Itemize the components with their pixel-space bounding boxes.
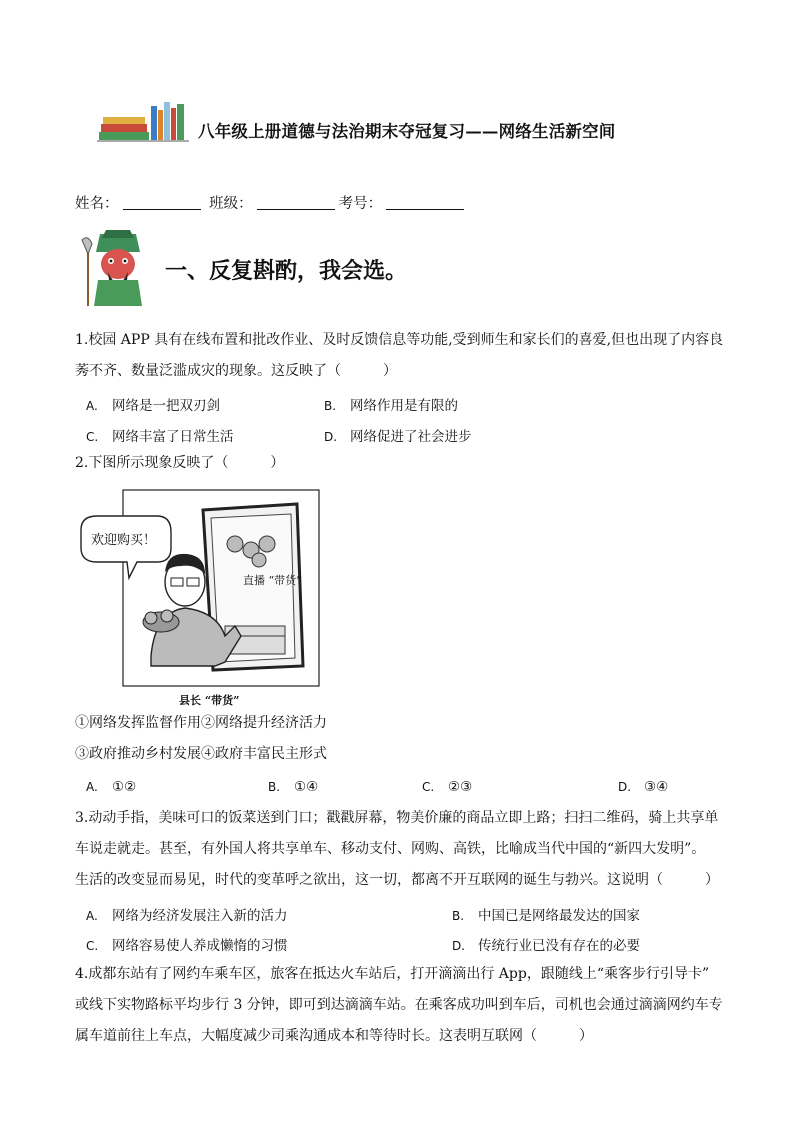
option-d[interactable]: D. 网络促进了社会进步 [324,429,472,445]
question-stem-line: 车说走就走。甚至，有外国人将共享单车、移动支付、网购、高铁，比喻成当代中国的“新四大发明”。 [75,841,706,857]
document-title: 八年级上册道德与法治期末夺冠复习——网络生活新空间 [198,122,616,141]
student-info-row [75,192,468,213]
option-a[interactable]: A. 网络为经济发展注入新的活力 [86,908,288,924]
question-stem-line: 4.成都东站有了网约车乘车区，旅客在抵达火车站后，打开滴滴出行 App，跟随线上“乘客步行引导卡” [75,966,710,982]
option-c[interactable]: C. 网络丰富了日常生活 [86,429,234,445]
exam-no-blank[interactable] [386,195,464,210]
option-d[interactable]: D. ③④ [618,779,669,795]
question-stem-line: 莠不齐、数量泛滥成灾的现象。这反映了（ ） [75,363,397,379]
image-caption: 县长 “带货” [179,694,240,707]
option-b[interactable]: B. ①④ [268,779,319,795]
option-b[interactable]: B. 中国已是网络最发达的国家 [452,908,640,924]
class-label: 班级： [209,196,253,212]
exam-no-label: 考号： [338,196,383,212]
question-stem-line: 或线下实物路标平均步行 3 分钟，即可到达滴滴车站。在乘客成功叫到车后，司机也会通过滴滴网约车专 [75,997,723,1013]
books-icon [97,98,189,142]
question-3 [75,803,725,896]
section-title: 一、反复斟酌，我会选。 [165,259,408,284]
screen-label: 直播 “带货” [243,574,302,587]
statement-line: ①网络发挥监督作用②网络提升经济活力 [75,715,327,731]
question-2-statements [75,708,725,770]
option-a[interactable]: A. ①② [86,779,137,795]
name-label: 姓名： [75,196,119,212]
option-c[interactable]: C. 网络容易使人养成懒惰的习惯 [86,938,288,954]
mascot-icon [78,230,158,306]
question-stem-line: 2.下图所示现象反映了（ ） [75,455,285,471]
name-blank[interactable] [123,195,201,210]
question-1 [75,325,725,387]
option-c[interactable]: C. ②③ [422,779,473,795]
question-stem-line: 1.校园 APP 具有在线布置和批改作业、及时反馈信息等功能,受到师生和家长们的喜爱,但也出现了内容良 [75,332,724,348]
option-d[interactable]: D. 传统行业已没有存在的必要 [452,938,640,954]
question-stem-line: 生活的改变显而易见，时代的变革呼之欲出，这一切，都离不开互联网的诞生与勃兴。这说明（ ） [75,872,719,888]
question-stem-line: 属车道前往上车点，大幅度减少司乘沟通成本和等待时长。这表明互联网（ ） [75,1028,593,1044]
class-blank[interactable] [257,195,335,210]
option-b[interactable]: B. 网络作用是有限的 [324,398,458,414]
question-4 [75,959,725,1052]
option-a[interactable]: A. 网络是一把双刃剑 [86,398,220,414]
statement-line: ③政府推动乡村发展④政府丰富民主形式 [75,746,327,762]
question-2 [75,448,725,479]
livestream-cartoon-image [75,486,325,708]
question-stem-line: 3.动动手指，美味可口的饭菜送到门口；戳戳屏幕，物美价廉的商品立即上路；扫扫二维码，骑上共享单 [75,810,719,826]
speech-bubble-text: 欢迎购买！ [91,533,157,548]
